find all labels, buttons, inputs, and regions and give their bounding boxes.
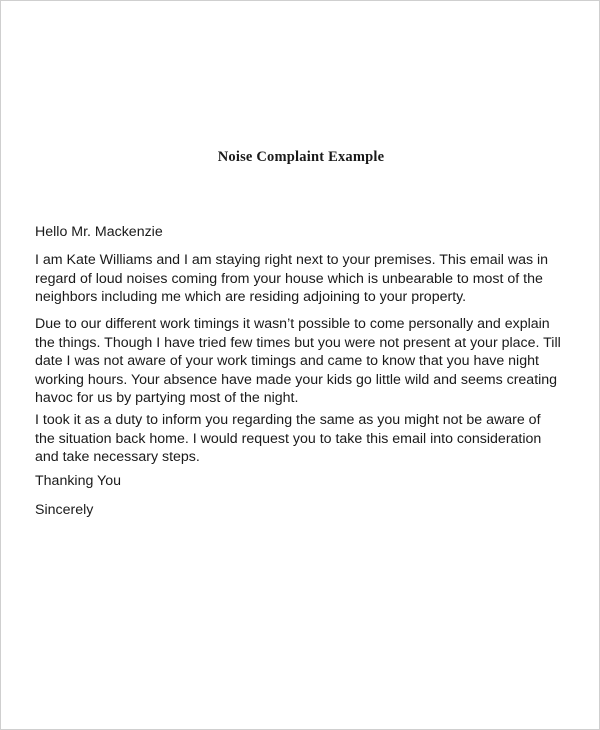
greeting-text: Hello Mr. Mackenzie bbox=[35, 224, 163, 240]
paragraph-line: I took it as a duty to inform you regarding the same as you might not be aware of bbox=[35, 412, 541, 428]
greeting bbox=[35, 223, 580, 242]
paragraph-1 bbox=[35, 251, 580, 307]
paragraph-line: working hours. Your absence have made your kids go little wild and seems creating bbox=[35, 371, 558, 388]
paragraph-line: neighbors including me which are residing adjoining to your property. bbox=[35, 289, 467, 305]
closing bbox=[35, 472, 580, 491]
paragraph-line: the situation back home. I would request you to take this email into consideration bbox=[35, 430, 542, 447]
paragraph-3 bbox=[35, 411, 580, 467]
paragraph-2 bbox=[35, 315, 580, 408]
signoff-text: Sincerely bbox=[35, 502, 94, 518]
paragraph-line: havoc for us by partying most of the night. bbox=[35, 390, 299, 406]
signoff bbox=[35, 501, 580, 520]
closing-text: Thanking You bbox=[35, 473, 121, 489]
paragraph-line: Due to our different work timings it wasn’t possible to come personally and explain bbox=[35, 316, 550, 332]
paragraph-line: I am Kate Williams and I am staying right next to your premises. This email was in bbox=[35, 252, 549, 268]
paragraph-line: regard of loud noises coming from your house which is unbearable to most of the bbox=[35, 270, 543, 287]
document-title: Noise Complaint Example bbox=[217, 149, 385, 165]
paragraph-line: date I was not aware of your work timings and came to know that you have night bbox=[35, 353, 539, 369]
paragraph-line: the things. Though I have tried few times but you were not present at your place. Till bbox=[35, 334, 561, 351]
paragraph-line: and take necessary steps. bbox=[35, 449, 200, 465]
